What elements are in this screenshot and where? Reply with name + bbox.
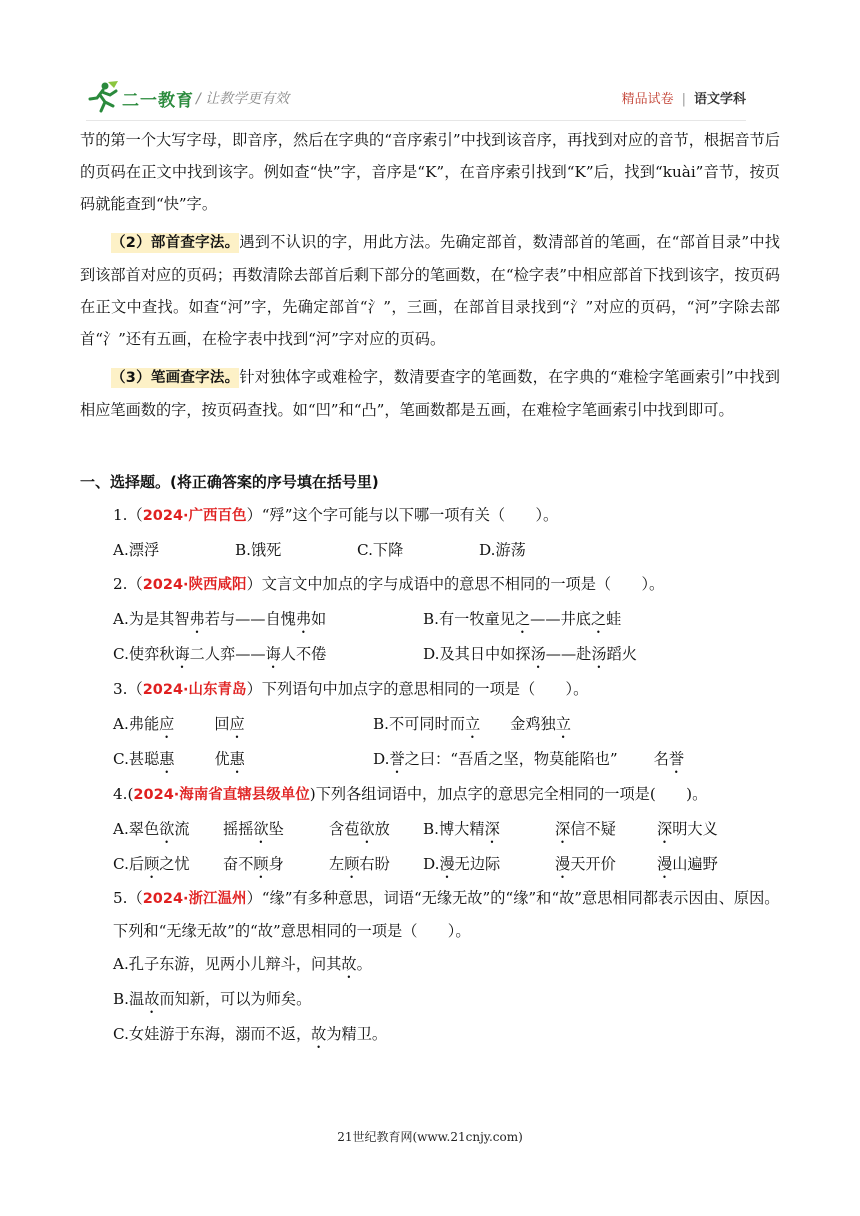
option-text: 蛙 xyxy=(606,610,622,628)
dotted-char: 誉 xyxy=(389,750,405,768)
option-text: D. xyxy=(373,750,390,768)
method-label-stroke: （3）笔画查字法。 xyxy=(111,370,240,386)
question-source: 2024·海南省直辖县级单位 xyxy=(133,787,310,803)
tag-subject: 语文学科 xyxy=(693,92,746,107)
dotted-char: 汤 xyxy=(530,645,546,663)
question-5-option-b[interactable] xyxy=(80,982,780,1017)
option-text: 而知新，可以为师矣。 xyxy=(159,990,312,1008)
option-text: C.后 xyxy=(113,855,145,873)
question-3-options-row1 xyxy=(80,707,780,742)
option-b[interactable] xyxy=(373,707,571,742)
tag-premium: 精品试卷 xyxy=(621,92,674,107)
dotted-char: 顾 xyxy=(253,855,269,873)
question-source: 2024·陕西咸阳 xyxy=(142,577,247,593)
question-5 xyxy=(80,882,780,947)
dotted-char: 顾 xyxy=(144,855,160,873)
dotted-char: 诲 xyxy=(265,645,281,663)
option-text: 坠 xyxy=(268,820,284,838)
question-4-options-row2 xyxy=(80,847,780,882)
option-d[interactable] xyxy=(423,637,637,672)
intro-paragraph-3 xyxy=(80,361,780,426)
dotted-char: 之 xyxy=(514,610,531,628)
option-a[interactable] xyxy=(113,707,373,742)
option-text: 天开价 xyxy=(570,855,616,873)
dotted-char: 故 xyxy=(311,1025,327,1043)
question-3-options-row2 xyxy=(80,742,780,777)
method-label-radical: （2）部首查字法。 xyxy=(111,235,240,251)
option-text: 左 xyxy=(329,855,345,873)
question-4-options-row1 xyxy=(80,812,780,847)
dotted-char: 之 xyxy=(590,610,607,628)
question-source: 2024·广西百色 xyxy=(142,508,247,524)
option-d[interactable] xyxy=(373,742,684,777)
question-number: 3.（ xyxy=(113,680,143,698)
option-text: 放 xyxy=(374,820,390,838)
option-text: 流 xyxy=(174,820,190,838)
dotted-char: 惠 xyxy=(159,750,175,768)
question-number: 1.（ xyxy=(113,506,143,524)
dotted-char: 弗 xyxy=(295,610,312,628)
question-number: 4.( xyxy=(113,785,134,803)
question-4 xyxy=(80,777,780,812)
question-5-option-c[interactable] xyxy=(80,1017,780,1052)
question-1-options xyxy=(80,533,780,567)
option-text: 之忧 xyxy=(159,855,190,873)
header-tags xyxy=(622,88,746,107)
intro-paragraph-1: 节的第一个大写字母，即音序，然后在字典的“音序索引”中找到该音序，再找到对应的音节，根据音节后的页码在正文中找到该字。例如查“快”字，音序是“K”，在音序索引找到“K”后，找到“kuài”音节，按页码就能查到“快”字。 xyxy=(80,131,780,213)
option-text: 二人弈—— xyxy=(189,645,266,663)
option-text: 奋不 xyxy=(223,855,254,873)
dotted-char: 欲 xyxy=(253,820,269,838)
dotted-char: 应 xyxy=(159,715,175,733)
dotted-char: 深 xyxy=(555,820,571,838)
question-text: ）文言文中加点的字与成语中的意思不相同的一项是（ ）。 xyxy=(246,575,665,593)
option-text: 摇摇 xyxy=(223,820,254,838)
option-text: 如 xyxy=(311,610,327,628)
option-text: 身 xyxy=(268,855,284,873)
question-1 xyxy=(80,498,780,533)
dotted-char: 故 xyxy=(144,990,160,1008)
option-text: B.有一牧童见 xyxy=(423,610,515,628)
question-number: 5.（ xyxy=(113,889,143,907)
method-text-stroke: 针对独体字或难检字，数清要查字的笔画数，在字典的“难检字笔画索引”中找到相应笔画数的字，按页码查找。如“凹”和“凸”，笔画数都是五画，在难检字笔画索引中找到即可。 xyxy=(80,368,780,419)
question-2-options-row1 xyxy=(80,602,780,637)
option-text: 之曰：“吾盾之坚，物莫能陷也” xyxy=(404,750,618,768)
dotted-char: 诲 xyxy=(174,645,190,663)
option-b[interactable] xyxy=(423,812,718,847)
option-b[interactable] xyxy=(423,602,621,637)
dotted-char: 故 xyxy=(341,955,357,973)
page-header xyxy=(86,78,746,118)
brand-slogan: / 让教学更有效 xyxy=(196,91,290,107)
option-text: B.不可同时而 xyxy=(373,715,465,733)
option-text: ——井底 xyxy=(530,610,591,628)
option-text: D. xyxy=(423,855,440,873)
option-text: 无边际 xyxy=(454,855,501,873)
dotted-char: 惠 xyxy=(229,750,245,768)
question-source: 2024·山东青岛 xyxy=(142,682,247,698)
question-2-options-row2 xyxy=(80,637,780,672)
option-d[interactable]: D.游荡 xyxy=(479,541,526,559)
page-footer[interactable]: 21世纪教育网(www.21cnjy.com) xyxy=(337,1130,523,1144)
option-c[interactable] xyxy=(113,847,423,882)
option-text: 明大义 xyxy=(672,820,718,838)
option-text: 信不疑 xyxy=(570,820,616,838)
option-c[interactable] xyxy=(113,742,373,777)
option-c[interactable] xyxy=(113,637,423,672)
option-text: D.及其日中如探 xyxy=(423,645,531,663)
option-a[interactable] xyxy=(113,602,423,637)
option-text: C.使弈秋 xyxy=(113,645,175,663)
dotted-char: 汤 xyxy=(591,645,607,663)
dotted-char: 弗 xyxy=(189,610,205,628)
option-text: 山遍野 xyxy=(672,855,718,873)
dotted-char: 欲 xyxy=(359,820,375,838)
runner-icon xyxy=(86,80,120,114)
option-text: C.女娃游于东海，溺而不返， xyxy=(113,1025,312,1043)
dotted-char: 漫 xyxy=(439,855,455,873)
dotted-char: 深 xyxy=(657,820,673,838)
option-c[interactable]: C.下降 xyxy=(357,541,404,559)
method-text-radical: 遇到不认识的字，用此方法。先确定部首，数清部首的笔画，在“部首目录”中找到该部首对应的页码；再数清除去部首后剩下部分的笔画数，在“检字表”中相应部首下找到该字，按页码在正文中查找。如查“河”字，先确定部首“氵”，三画，在部首目录找到“氵”对应的页码，“河”字除去部首“氵”还有五画，在检字表中找到“河”字对应的页码。 xyxy=(80,233,780,348)
question-text: ）“殍”这个字可能与以下哪一项有关（ ）。 xyxy=(246,506,559,524)
question-text: ）“缘”有多种意思，词语“无缘无故”的“缘”和“故”意思相同都表示因由、原因。下列和“无缘无故”的“故”意思相同的一项是（ ）。 xyxy=(113,889,780,940)
option-text: C.甚聪 xyxy=(113,750,160,768)
dotted-char: 应 xyxy=(229,715,245,733)
option-text: 金鸡独 xyxy=(510,715,556,733)
question-2 xyxy=(80,567,780,602)
dotted-char: 深 xyxy=(484,820,500,838)
tag-separator: | xyxy=(681,92,686,107)
intro-paragraph-2 xyxy=(80,226,780,355)
option-text: A.为是其智 xyxy=(113,610,190,628)
dotted-char: 漫 xyxy=(657,855,673,873)
option-text: 人不倦 xyxy=(280,645,327,663)
dotted-char: 欲 xyxy=(159,820,175,838)
header-divider xyxy=(86,120,746,121)
option-text: A.翠色 xyxy=(113,820,160,838)
dotted-char: 立 xyxy=(464,715,481,733)
option-a[interactable] xyxy=(113,812,423,847)
dotted-char: 誉 xyxy=(668,750,684,768)
question-text: )下列各组词语中，加点字的意思完全相同的一项是( )。 xyxy=(309,785,708,803)
brand-name: 二一教育 xyxy=(122,91,194,111)
option-d[interactable] xyxy=(423,847,718,882)
option-a[interactable]: A.漂浮 xyxy=(113,541,160,559)
document-body xyxy=(80,124,780,1052)
question-source: 2024·浙江温州 xyxy=(142,891,247,907)
option-text: 若与——自愧 xyxy=(204,610,296,628)
option-text: A.孔子东游，见两小儿辩斗，问其 xyxy=(113,955,342,973)
dotted-char: 顾 xyxy=(344,855,360,873)
question-text: ）下列语句中加点字的意思相同的一项是（ ）。 xyxy=(246,680,589,698)
option-text: 右盼 xyxy=(359,855,390,873)
question-3 xyxy=(80,672,780,707)
option-text: ——赴 xyxy=(545,645,592,663)
option-text: A.弗能 xyxy=(113,715,160,733)
option-text: B.博大精 xyxy=(423,820,485,838)
question-number: 2.（ xyxy=(113,575,143,593)
section-title: 一、选择题。(将正确答案的序号填在括号里) xyxy=(80,473,379,491)
option-text: 回 xyxy=(214,715,230,733)
option-text: 含苞 xyxy=(329,820,360,838)
option-text: 蹈火 xyxy=(606,645,637,663)
option-text: 名 xyxy=(653,750,669,768)
option-text: 为精卫。 xyxy=(326,1025,388,1043)
option-text: B.温 xyxy=(113,990,145,1008)
option-text: 优 xyxy=(214,750,230,768)
dotted-char: 漫 xyxy=(555,855,571,873)
option-b[interactable]: B.饿死 xyxy=(235,541,282,559)
option-text: 。 xyxy=(356,955,372,973)
brand-logo xyxy=(86,78,326,118)
dotted-char: 立 xyxy=(555,715,571,733)
question-5-option-a[interactable] xyxy=(80,947,780,982)
